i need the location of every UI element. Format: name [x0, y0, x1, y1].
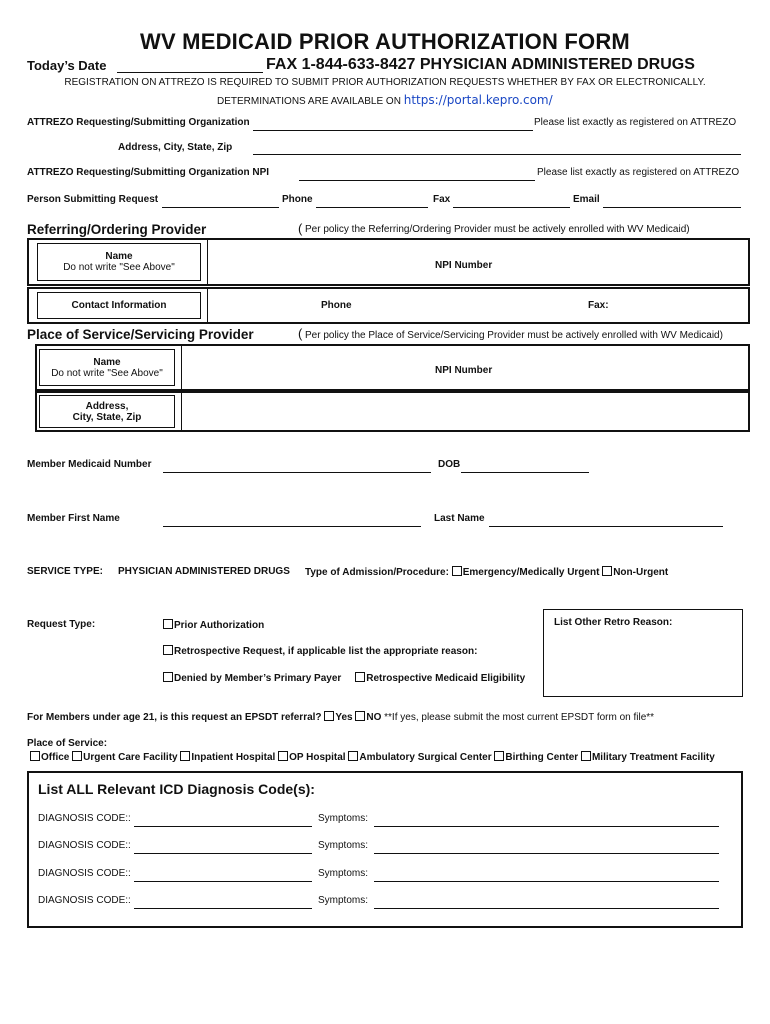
org-input[interactable]: [253, 120, 533, 131]
determinations-notice: DETERMINATIONS ARE AVAILABLE ON: [217, 96, 401, 107]
person-email-label: Email: [573, 194, 600, 205]
member-medicaid-input[interactable]: [163, 462, 431, 473]
prior-auth-checkbox[interactable]: [163, 619, 173, 629]
person-phone-label: Phone: [282, 194, 313, 205]
org-npi-note: Please list exactly as registered on ATTREZO: [537, 167, 740, 178]
symptoms-label-2: Symptoms:: [318, 840, 369, 851]
epsdt-note: **If yes, please submit the most current EPSDT form on file**: [384, 712, 655, 723]
referring-npi-label: NPI Number: [435, 260, 493, 271]
epsdt-yes-label: Yes: [335, 712, 353, 723]
servicing-heading: Place of Service/Servicing Provider: [27, 327, 254, 342]
referring-name-row: [27, 238, 750, 286]
other-retro-label: List Other Retro Reason:: [554, 617, 673, 628]
epsdt-no-label: NO: [366, 712, 382, 723]
referring-name-cell: [37, 243, 201, 281]
servicing-address-label-1: Address,: [85, 400, 129, 412]
symptoms-label-1: Symptoms:: [318, 813, 369, 824]
pos-ambulatory-checkbox[interactable]: [348, 751, 358, 761]
org-npi-input[interactable]: [299, 170, 535, 181]
member-last-label: Last Name: [434, 513, 485, 524]
form-title: WV MEDICAID PRIOR AUTHORIZATION FORM: [140, 29, 630, 54]
portal-link[interactable]: https://portal.kepro.com/: [403, 93, 553, 107]
referring-open-paren: (: [298, 221, 303, 236]
servicing-divider: [181, 346, 182, 389]
pos-op-hospital-checkbox[interactable]: [278, 751, 288, 761]
nonurgent-checkbox[interactable]: [602, 566, 612, 576]
person-input[interactable]: [162, 197, 279, 208]
symptoms-label-3: Symptoms:: [318, 868, 369, 879]
retro-eligibility-label: Retrospective Medicaid Eligibility: [366, 673, 526, 684]
denied-payer-checkbox[interactable]: [163, 672, 173, 682]
pos-military-checkbox[interactable]: [581, 751, 591, 761]
diagnosis-code-input-1[interactable]: [134, 816, 312, 827]
pos-birthing-label: Birthing Center: [505, 752, 579, 763]
referring-contact-row: [27, 287, 750, 324]
fax-heading: FAX 1-844-633-8427 PHYSICIAN ADMINISTERED DRUGS: [266, 56, 695, 73]
service-type-label: SERVICE TYPE:: [27, 566, 103, 577]
request-type-label: Request Type:: [27, 619, 96, 630]
pos-office-checkbox[interactable]: [30, 751, 40, 761]
person-label: Person Submitting Request: [27, 194, 159, 205]
diagnosis-code-input-3[interactable]: [134, 871, 312, 882]
pos-urgent-care-checkbox[interactable]: [72, 751, 82, 761]
member-first-label: Member First Name: [27, 513, 120, 524]
pos-op-hospital-label: OP Hospital: [289, 752, 346, 763]
diagnosis-code-label-2: DIAGNOSIS CODE::: [38, 840, 131, 851]
person-fax-input[interactable]: [453, 197, 570, 208]
pos-inpatient-label: Inpatient Hospital: [191, 752, 276, 763]
servicing-address-label-2: City, State, Zip: [72, 411, 142, 423]
org-label: ATTREZO Requesting/Submitting Organization: [27, 117, 250, 128]
referring-heading: Referring/Ordering Provider: [27, 222, 207, 237]
epsdt-question: For Members under age 21, is this request an EPSDT referral?: [27, 712, 322, 723]
retro-request-label: Retrospective Request, if applicable list the appropriate reason:: [174, 646, 478, 657]
emergency-checkbox[interactable]: [452, 566, 462, 576]
servicing-name-row: [35, 344, 750, 391]
registration-notice: REGISTRATION ON ATTREZO IS REQUIRED TO SUBMIT PRIOR AUTHORIZATION REQUESTS WHETHER BY FAX OR ELECTRONICALLY.: [64, 77, 706, 88]
member-first-input[interactable]: [163, 516, 421, 527]
org-address-label: Address, City, State, Zip: [118, 142, 233, 153]
referring-contact-divider: [207, 289, 208, 322]
member-dob-label: DOB: [438, 459, 461, 470]
referring-fax-label: Fax:: [588, 300, 609, 311]
diagnosis-code-input-4[interactable]: [134, 898, 312, 909]
org-npi-label: ATTREZO Requesting/Submitting Organization NPI: [27, 167, 270, 178]
diagnosis-code-label-4: DIAGNOSIS CODE::: [38, 895, 131, 906]
epsdt-no-checkbox[interactable]: [355, 711, 365, 721]
person-email-input[interactable]: [603, 197, 741, 208]
servicing-npi-label: NPI Number: [435, 365, 493, 376]
symptoms-input-4[interactable]: [374, 898, 719, 909]
diagnosis-heading: List ALL Relevant ICD Diagnosis Code(s):: [38, 781, 315, 797]
diagnosis-code-input-2[interactable]: [134, 843, 312, 854]
symptoms-input-3[interactable]: [374, 871, 719, 882]
member-last-input[interactable]: [489, 516, 723, 527]
referring-phone-label: Phone: [321, 300, 352, 311]
service-type-value: PHYSICIAN ADMINISTERED DRUGS: [118, 566, 290, 577]
servicing-name-label: Name: [93, 356, 121, 368]
member-dob-input[interactable]: [461, 462, 589, 473]
referring-contact-label: Contact Information: [71, 300, 167, 311]
place-of-service-options: [30, 751, 715, 763]
retro-eligibility-checkbox[interactable]: [355, 672, 365, 682]
nonurgent-label: Non-Urgent: [613, 567, 669, 578]
place-of-service-label: Place of Service:: [27, 738, 108, 749]
org-note: Please list exactly as registered on ATTREZO: [534, 117, 737, 128]
servicing-name-cell: [39, 349, 175, 386]
todays-date-label: Today’s Date: [27, 58, 107, 73]
pos-ambulatory-label: Ambulatory Surgical Center: [359, 752, 492, 763]
todays-date-input[interactable]: [117, 62, 263, 73]
epsdt-yes-checkbox[interactable]: [324, 711, 334, 721]
symptoms-input-1[interactable]: [374, 816, 719, 827]
admission-label: Type of Admission/Procedure:: [305, 567, 449, 578]
org-address-input[interactable]: [253, 144, 741, 155]
servicing-address-row: [35, 391, 750, 432]
diagnosis-box: [27, 771, 743, 928]
servicing-address-divider: [181, 393, 182, 430]
denied-payer-label: Denied by Member’s Primary Payer: [174, 673, 342, 684]
retro-request-checkbox[interactable]: [163, 645, 173, 655]
diagnosis-code-label-1: DIAGNOSIS CODE::: [38, 813, 131, 824]
person-phone-input[interactable]: [316, 197, 428, 208]
servicing-note: Per policy the Place of Service/Servicing Provider must be actively enrolled with WV Medicaid): [305, 330, 723, 341]
pos-military-label: Military Treatment Facility: [591, 752, 715, 763]
pos-birthing-checkbox[interactable]: [494, 751, 504, 761]
symptoms-label-4: Symptoms:: [318, 895, 369, 906]
referring-divider: [207, 240, 208, 284]
prior-auth-label: Prior Authorization: [174, 620, 265, 631]
referring-name-sub: Do not write "See Above": [63, 262, 175, 273]
referring-contact-cell: [37, 292, 201, 319]
emergency-label: Emergency/Medically Urgent: [462, 567, 600, 578]
servicing-address-cell: [39, 395, 175, 428]
symptoms-input-2[interactable]: [374, 843, 719, 854]
member-medicaid-label: Member Medicaid Number: [27, 459, 152, 470]
other-retro-box[interactable]: [543, 609, 743, 697]
referring-name-label: Name: [105, 251, 133, 262]
referring-note: Per policy the Referring/Ordering Provider must be actively enrolled with WV Medicaid): [305, 224, 690, 235]
servicing-open-paren: (: [298, 326, 303, 341]
pos-inpatient-checkbox[interactable]: [180, 751, 190, 761]
person-fax-label: Fax: [433, 194, 451, 205]
pos-urgent-care-label: Urgent Care Facility: [83, 752, 178, 763]
servicing-name-sub: Do not write "See Above": [51, 367, 163, 379]
diagnosis-code-label-3: DIAGNOSIS CODE::: [38, 868, 131, 879]
pos-office-label: Office: [41, 752, 70, 763]
